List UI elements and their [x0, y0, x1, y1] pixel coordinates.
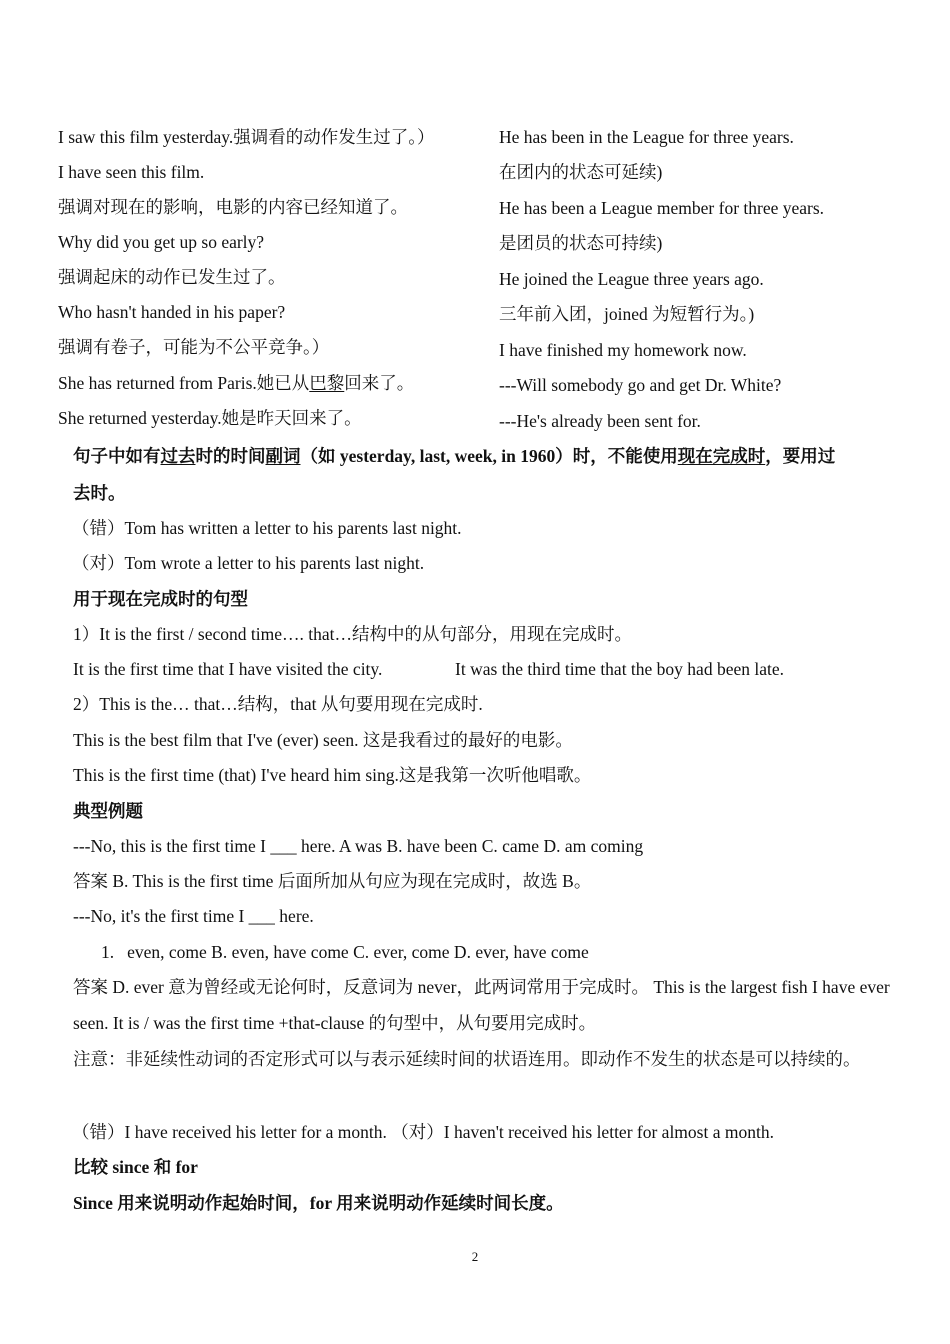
rule-underline-past: 过去 — [160, 446, 196, 466]
rule-part-3: （如 yesterday, last, week, in 1960）时，不能使用 — [300, 446, 678, 466]
pattern-2-example-2: This is the first time (that) I've heard him sing.这是我第一次听他唱歌。 — [73, 765, 592, 785]
left-line-7: 强调有卷子，可能为不公平竞争。） — [58, 337, 330, 357]
left-line-paris — [58, 372, 414, 394]
question-1: ---No, this is the first time I ___ here. A was B. have been C. came D. am coming — [73, 836, 644, 856]
right-line-7: I have finished my homework now. — [499, 340, 747, 360]
heading-patterns: 用于现在完成时的句型 — [73, 589, 248, 609]
heading-examples: 典型例题 — [73, 801, 143, 821]
paris-after: 回来了。 — [344, 373, 415, 393]
right-line-8: ---Will somebody go and get Dr. White? — [499, 375, 782, 395]
right-line-1: He has been in the League for three years. — [499, 127, 794, 147]
rule-part-4: ，要用过 — [765, 446, 836, 466]
question-2-options — [101, 941, 589, 963]
left-line-1: I saw this film yesterday.强调看的动作发生过了。） — [58, 127, 435, 147]
wrong-example: （错）Tom has written a letter to his parents last night. — [72, 518, 462, 538]
left-line-6: Who hasn't handed in his paper? — [58, 302, 286, 322]
paris-underlined: 巴黎 — [309, 373, 345, 393]
right-line-4: 是团员的状态可持续) — [499, 233, 663, 253]
pattern-1-example-b: It was the third time that the boy had been late. — [455, 659, 784, 679]
left-line-2: I have seen this film. — [58, 162, 205, 182]
left-line-last: She returned yesterday.她是昨天回来了。 — [58, 408, 362, 428]
left-line-4: Why did you get up so early? — [58, 232, 265, 252]
compare-line: Since 用来说明动作起始时间，for 用来说明动作延续时间长度。 — [73, 1193, 564, 1213]
note: 注意：非延续性动词的否定形式可以与表示延续时间的状语连用。即动作不发生的状态是可以持续的。 — [73, 1049, 861, 1069]
right-line-5: He joined the League three years ago. — [499, 269, 764, 289]
paris-before: She has returned from Paris.她已从 — [58, 373, 310, 393]
right-line-3: He has been a League member for three years. — [499, 198, 825, 218]
pattern-1: 1）It is the first / second time…. that…结构中的从句部分，用现在完成时。 — [73, 624, 632, 644]
rule-part-1: 句子中如有 — [73, 446, 161, 466]
heading-compare: 比较 since 和 for — [73, 1157, 198, 1177]
left-line-3: 强调对现在的影响，电影的内容已经知道了。 — [58, 197, 408, 217]
note-example: （错）I have received his letter for a month. （对）I haven't received his letter for almost a month. — [72, 1122, 774, 1142]
rule-part-2: 时的时间 — [195, 446, 266, 466]
right-line-6: 三年前入团，joined 为短暂行为。) — [499, 304, 755, 324]
pattern-2-example-1: This is the best film that I've (ever) seen. 这是我看过的最好的电影。 — [73, 730, 573, 750]
pattern-2: 2）This is the… that…结构，that 从句要用现在完成时. — [73, 694, 483, 714]
rule-underline-adverb: 副词 — [265, 446, 301, 466]
pattern-1-example-a: It is the first time that I have visited the city. — [73, 659, 383, 679]
rule-line-1 — [73, 445, 835, 467]
answer-2: 答案 D. ever 意为曾经或无论何时，反意词为 never，此两词常用于完成时。 This is the largest fish I have ever seen. It is / was the first time +that-clause 的句型中，从句要用完成时。 — [73, 977, 890, 1033]
page-number: 2 — [471, 1249, 479, 1264]
rule-underline-present-perfect: 现在完成时 — [677, 446, 766, 466]
question-2: ---No, it's the first time I ___ here. — [73, 906, 314, 926]
options-text: even, come B. even, have come C. ever, come D. ever, have come — [127, 942, 589, 962]
rule-line-2: 去时。 — [73, 483, 126, 503]
right-example: （对）Tom wrote a letter to his parents last night. — [72, 553, 425, 573]
answer-1: 答案 B. This is the first time 后面所加从句应为现在完成时，故选 B。 — [73, 871, 592, 891]
list-number: 1. — [101, 942, 115, 962]
left-line-5: 强调起床的动作已发生过了。 — [58, 267, 286, 287]
right-line-9: ---He's already been sent for. — [499, 411, 701, 431]
right-line-2: 在团内的状态可延续) — [499, 162, 663, 182]
